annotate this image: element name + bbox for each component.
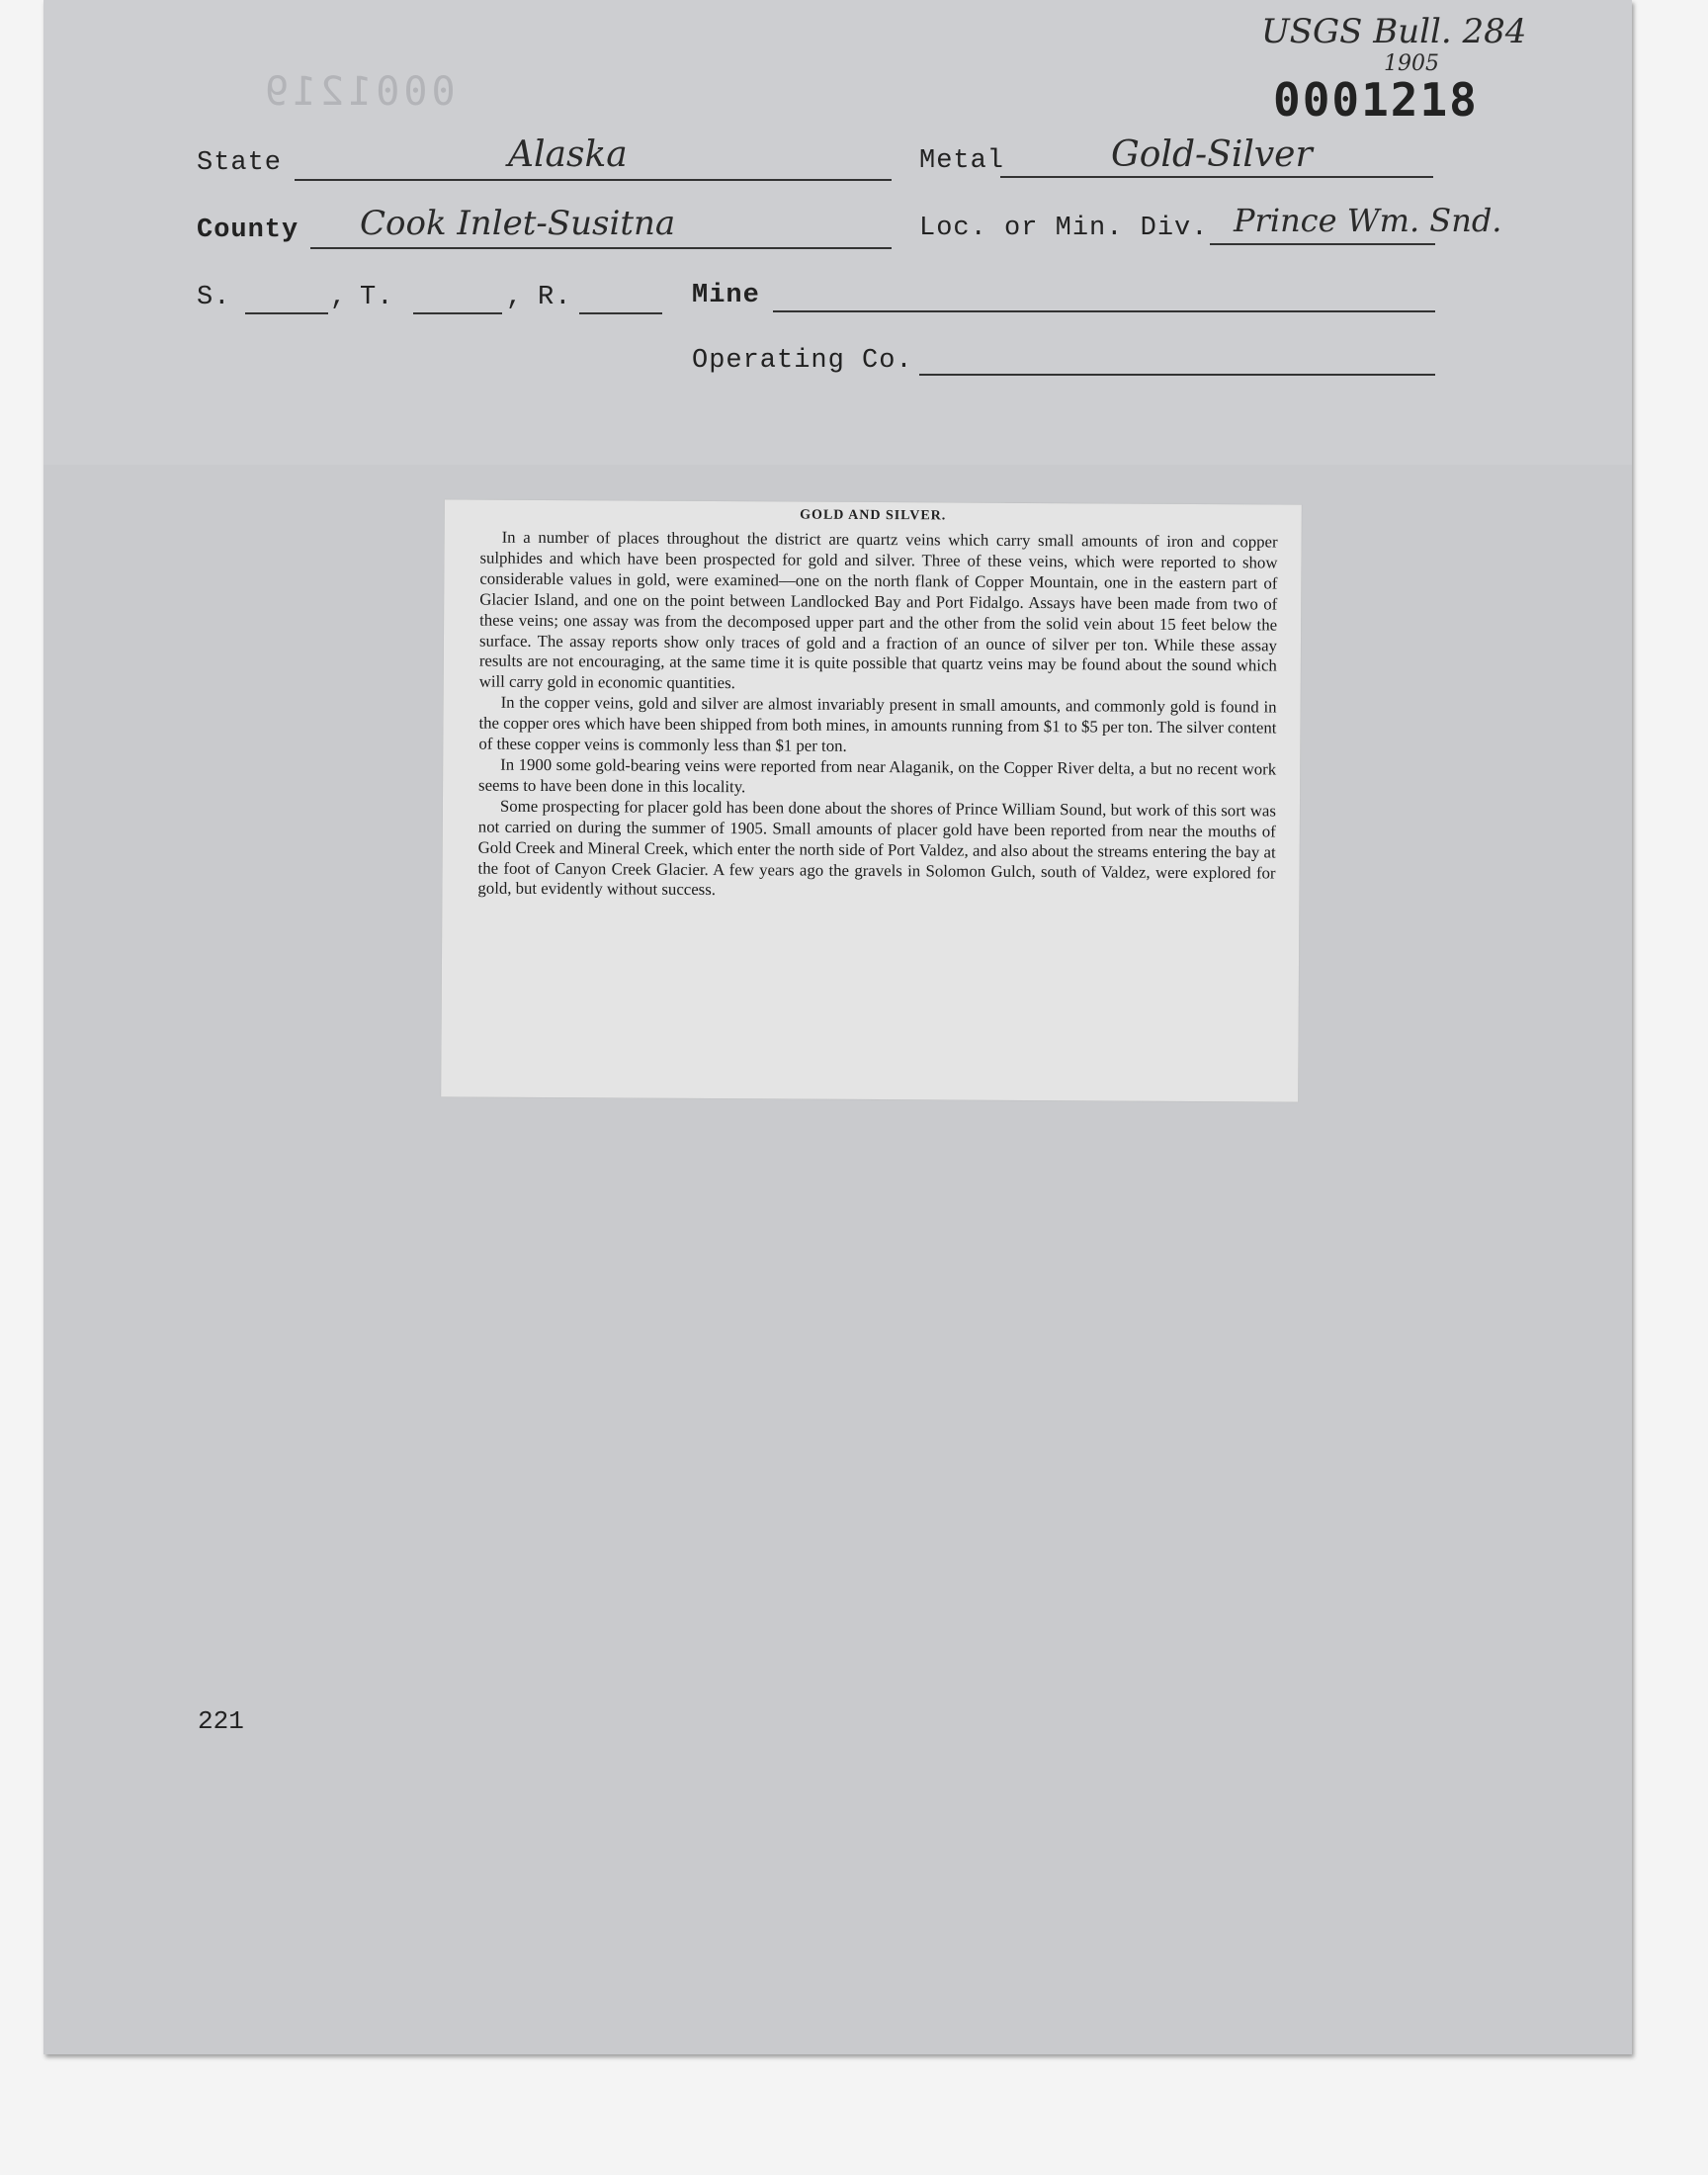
handwritten-year: 1905	[1384, 51, 1439, 76]
clipping-paragraph: In 1900 some gold-bearing veins were reported from near Alaganik, on the Copper River delta, a but no recent work seems to have been done in this locality.	[478, 754, 1277, 797]
handwritten-note: USGS Bull. 284	[1261, 12, 1527, 51]
clipping-paragraph: In the copper veins, gold and silver are almost invariably present in small amounts, and commonly gold is found in the copper ores which have been shipped from both mines, in amounts running from $1 to $5 per ton. The silver content of these copper veins is commonly less than $1 per ton.	[478, 692, 1277, 755]
mine-label: Mine	[692, 281, 760, 310]
state-line	[295, 179, 892, 181]
township-line	[413, 312, 502, 314]
page-number: 221	[198, 1706, 244, 1736]
operating-co-label: Operating Co.	[692, 346, 913, 376]
mine-line	[773, 310, 1435, 312]
loc-line	[1210, 243, 1435, 245]
operating-co-line	[919, 374, 1435, 376]
range-label: R.	[538, 283, 572, 312]
section-comma: ,	[330, 283, 348, 312]
document-sheet	[43, 0, 1632, 2054]
township-label: T.	[360, 283, 394, 312]
state-value: Alaska	[508, 134, 628, 175]
loc-value: Prince Wm. Snd.	[1234, 202, 1502, 239]
county-label: County	[197, 216, 299, 245]
township-comma: ,	[506, 283, 524, 312]
loc-label: Loc. or Min. Div.	[919, 214, 1209, 243]
section-line	[245, 312, 328, 314]
county-line	[310, 247, 892, 249]
text-clipping	[441, 499, 1302, 1101]
metal-label: Metal	[919, 146, 1005, 176]
document-number: 0001218	[1273, 73, 1479, 127]
clipping-body	[442, 521, 1301, 905]
clipping-paragraph: Some prospecting for placer gold has been done about the shores of Prince William Sound, but work of this sort was not carried on during the summer of 1905. Small amounts of placer gold have been reported from near the mouths of Gold Creek and Mineral Creek, which enter the north side of Port Valdez, and also about the streams entering the bay at the foot of Canyon Creek Glacier. A few years ago the gravels in Solomon Gulch, south of Valdez, were explored for gold, but evidently without success.	[477, 796, 1277, 900]
metal-value: Gold-Silver	[1111, 134, 1313, 175]
section-label: S.	[197, 283, 231, 312]
clipping-paragraph: In a number of places throughout the district are quartz veins which carry small amounts of iron and copper sulphides and which have been prospected for gold and silver. Three of these veins, which were reported to show considerable values in gold, were examined—one on the north flank of Copper Mountain, one in the eastern part of Glacier Island, and one on the point between Landlocked Bay and Port Fidalgo. Assays have been made from two of these veins; one assay was from the decomposed upper part and the other from the solid vein about 15 feet below the surface. The assay reports show only traces of gold and a fraction of an ounce of silver per ton. While these assay results are not encouraging, at the same time it is quite possible that quartz veins may be found about the sound which will carry gold in economic quantities.	[478, 527, 1278, 693]
metal-line	[1000, 176, 1433, 178]
county-value: Cook Inlet-Susitna	[360, 204, 676, 243]
clipping-title: GOLD AND SILVER.	[800, 507, 947, 524]
range-line	[579, 312, 662, 314]
ghost-number: 0001219	[261, 69, 456, 115]
state-label: State	[197, 148, 283, 178]
